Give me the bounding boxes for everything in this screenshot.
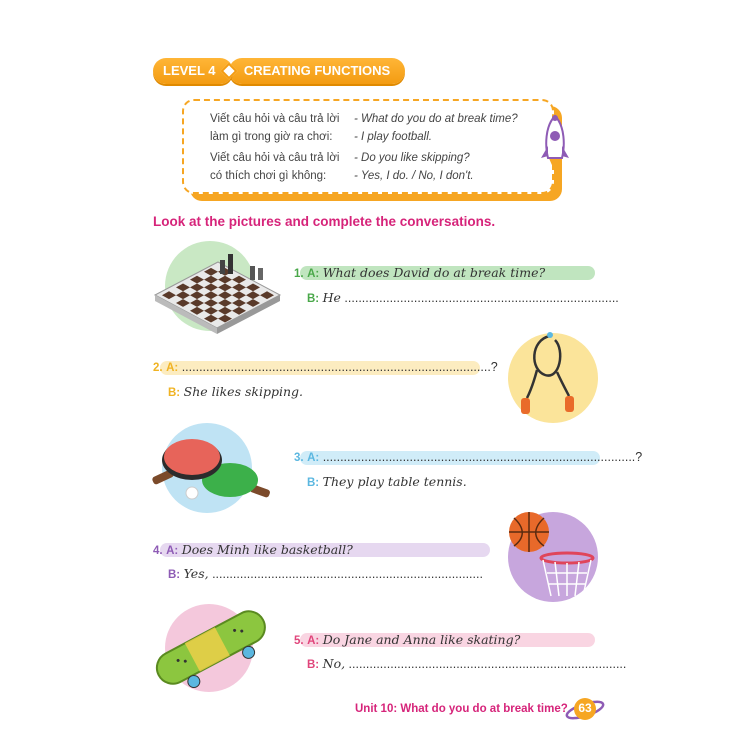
q2-number: 2. — [153, 362, 163, 374]
q4-b-label: B: — [168, 569, 181, 581]
info-vi-1a: Viết câu hỏi và câu trả lời — [210, 113, 340, 125]
q4-a-text: Does Minh like basketball? — [181, 542, 353, 557]
jump-rope-icon — [515, 330, 585, 420]
q2-question — [153, 360, 498, 374]
q1-a-text: What does David do at break time? — [322, 265, 546, 280]
info-en-1a: - What do you do at break time? — [354, 113, 518, 125]
q1-b-label: B: — [307, 293, 320, 305]
table-tennis-icon — [150, 425, 270, 510]
q3-b-text: They play table tennis. — [322, 474, 467, 489]
q3-a-blank[interactable]: .......................................................................................... — [322, 450, 636, 464]
info-vi-2b: có thích chơi gì không: — [210, 170, 327, 182]
q2-a-end: ? — [490, 360, 498, 374]
info-vi-1b: làm gì trong giờ ra chơi: — [210, 131, 333, 143]
q2-a-blank[interactable]: ......................................................................................... — [181, 360, 491, 374]
q3-a-end: ? — [635, 450, 643, 464]
banner-title: CREATING FUNCTIONS — [229, 58, 405, 84]
q2-b-text: She likes skipping. — [183, 384, 303, 399]
rocket-icon — [538, 112, 572, 176]
info-en-1b: - I play football. — [354, 131, 432, 143]
q1-number: 1. — [294, 268, 304, 280]
q5-answer — [307, 656, 626, 671]
q4-answer — [168, 566, 483, 581]
q4-number: 4. — [153, 545, 163, 557]
q3-number: 3. — [294, 452, 304, 464]
q4-b-text: Yes, — [183, 566, 209, 581]
basketball-icon — [505, 508, 600, 603]
q1-a-label: A: — [307, 268, 320, 280]
info-en-2a: - Do you like skipping? — [354, 152, 470, 164]
q3-answer — [307, 474, 467, 489]
info-vi-2a: Viết câu hỏi và câu trả lời — [210, 152, 340, 164]
page-number: 63 — [578, 701, 592, 715]
q5-b-blank[interactable]: ................................................................................ — [348, 657, 627, 671]
q5-number: 5. — [294, 635, 304, 647]
unit-footer: Unit 10: What do you do at break time? — [355, 703, 568, 715]
skateboard-icon — [150, 602, 270, 694]
chessboard-icon — [150, 250, 285, 335]
q5-question — [294, 632, 520, 647]
q2-answer — [168, 384, 303, 399]
q2-b-label: B: — [168, 387, 181, 399]
q3-a-label: A: — [307, 452, 320, 464]
q4-b-blank[interactable]: .............................................................................. — [212, 567, 483, 581]
q5-a-label: A: — [307, 635, 320, 647]
q1-b-text: He — [322, 290, 341, 305]
q1-answer — [307, 290, 619, 305]
instruction-text: Look at the pictures and complete the conversations. — [153, 214, 496, 229]
q1-question — [294, 265, 545, 280]
q3-question — [294, 450, 642, 464]
info-box — [182, 99, 554, 194]
q5-b-text: No, — [322, 656, 346, 671]
q2-a-label: A: — [166, 362, 179, 374]
q5-a-text: Do Jane and Anna like skating? — [322, 632, 521, 647]
q3-b-label: B: — [307, 477, 320, 489]
q4-question — [153, 542, 353, 557]
q4-a-label: A: — [166, 545, 179, 557]
info-en-2b: - Yes, I do. / No, I don't. — [354, 170, 474, 182]
q1-b-blank[interactable]: ............................................................................... — [344, 291, 619, 305]
q5-b-label: B: — [307, 659, 320, 671]
level-banner — [153, 58, 405, 84]
banner-level: LEVEL 4 — [153, 58, 233, 84]
